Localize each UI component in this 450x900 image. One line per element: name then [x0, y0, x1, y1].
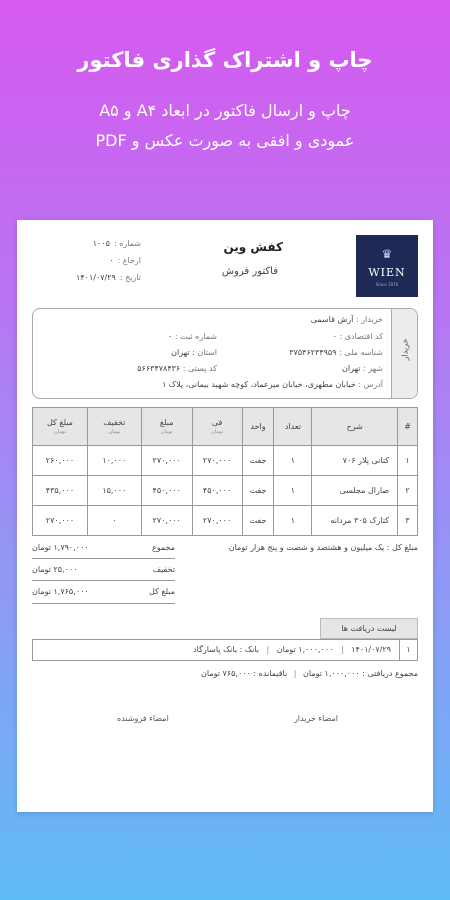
- city-value: تهران: [341, 364, 361, 373]
- address-value: خیابان مطهری، خیابان میرعماد، کوچه شهید بیمانی، پلاک ۱: [162, 380, 356, 389]
- discount-value: ۲۵,۰۰۰ تومان: [32, 565, 78, 574]
- buyer-postal-code: [137, 364, 217, 373]
- crown-icon: ♛: [381, 247, 393, 261]
- row-amount: ۲۷۰,۰۰۰: [141, 446, 192, 476]
- row-discount: ۰: [87, 506, 141, 536]
- separator: |: [266, 645, 270, 654]
- col-unit: واحد: [242, 408, 274, 446]
- separator: |: [293, 669, 297, 678]
- buyer-tab-label: خریدار: [400, 338, 410, 361]
- grand-total-label: مبلغ کل: [148, 587, 175, 596]
- col-qty: تعداد: [274, 408, 312, 446]
- logo-text: WIEN: [368, 266, 406, 279]
- col-total: [33, 408, 88, 446]
- col-price: [192, 408, 242, 446]
- divider: [32, 580, 175, 581]
- col-index: #: [398, 408, 418, 446]
- row-index: ۳: [398, 506, 418, 536]
- econ-value: ۰: [332, 332, 337, 341]
- buyer-province: [171, 348, 217, 357]
- row-total: ۴۳۵,۰۰۰: [33, 476, 88, 506]
- buyer-name-label: خریدار :: [355, 315, 383, 324]
- col-discount-label: تخفیف: [103, 418, 126, 427]
- reg-value: ۰: [168, 332, 173, 341]
- col-amount-currency: تومان: [160, 429, 173, 435]
- row-price: ۲۷۰,۰۰۰: [192, 446, 242, 476]
- buyer-name-value: آرش قاسمی: [310, 315, 354, 324]
- col-discount-currency: تومان: [108, 429, 121, 435]
- hero-subtitle: [0, 96, 450, 156]
- row-discount: ۱۵,۰۰۰: [87, 476, 141, 506]
- buyer-signature: امضاء خریدار: [293, 714, 338, 723]
- buyer-tab: [391, 309, 417, 398]
- row-price: ۲۷۰,۰۰۰: [192, 506, 242, 536]
- ref-value: ۰: [109, 256, 114, 265]
- document-type: فاکتور فروش: [221, 266, 278, 277]
- table-row: [33, 506, 418, 536]
- grand-total-value: ۱,۷۶۵,۰۰۰ تومان: [32, 587, 89, 596]
- row-total: ۲۷۰,۰۰۰: [33, 506, 88, 536]
- sum-label: مجموع: [152, 543, 175, 552]
- national-label: شناسه ملی :: [339, 348, 383, 357]
- row-total: ۲۶۰,۰۰۰: [33, 446, 88, 476]
- province-label: استان :: [192, 348, 217, 357]
- row-unit: جفت: [242, 446, 274, 476]
- col-discount: [87, 408, 141, 446]
- col-price-label: فی: [211, 418, 223, 427]
- shop-logo: [356, 235, 418, 297]
- received-label: مجموع دریافتی :: [362, 669, 418, 678]
- buyer-reg-number: [168, 332, 217, 341]
- table-header-row: [33, 408, 418, 446]
- discount-label: تخفیف: [152, 565, 175, 574]
- row-qty: ۱: [274, 446, 312, 476]
- postal-label: کد پستی :: [182, 364, 217, 373]
- remaining-label: باقیمانده :: [253, 669, 288, 678]
- payment-details: [193, 640, 391, 660]
- divider: [32, 558, 175, 559]
- separator: |: [340, 645, 344, 654]
- econ-label: کد اقتصادی :: [339, 332, 383, 341]
- row-index: ۲: [398, 476, 418, 506]
- row-amount: ۲۷۰,۰۰۰: [141, 506, 192, 536]
- table-row: [33, 446, 418, 476]
- payments-header: لیست دریافت ها: [320, 618, 418, 639]
- seller-signature: امضاء فروشنده: [117, 714, 169, 723]
- reg-label: شماره ثبت :: [174, 332, 217, 341]
- postal-value: ۵۶۶۳۴۷۸۴۳۶: [137, 364, 181, 373]
- payment-index: ۱: [399, 640, 417, 660]
- table-row: [33, 476, 418, 506]
- sum-value: ۱,۷۹۰,۰۰۰ تومان: [32, 543, 89, 552]
- col-desc: شرح: [312, 408, 398, 446]
- row-unit: جفت: [242, 506, 274, 536]
- buyer-info-box: [32, 308, 418, 399]
- remaining-value: ۷۶۵,۰۰۰ تومان: [201, 669, 251, 678]
- national-value: ۳۷۵۴۶۲۳۴۹۵۹: [289, 348, 337, 357]
- row-price: ۴۵۰,۰۰۰: [192, 476, 242, 506]
- shop-name: کفش وین: [223, 240, 283, 254]
- number-label: شماره :: [113, 239, 141, 248]
- items-table: [32, 407, 418, 536]
- date-value: ۱۴۰۱/۰۷/۲۹: [76, 273, 116, 282]
- col-amount: [141, 408, 192, 446]
- row-discount: ۱۰,۰۰۰: [87, 446, 141, 476]
- col-amount-label: مبلغ: [159, 418, 174, 427]
- payment-amount: ۱,۰۰۰,۰۰۰ تومان: [276, 645, 334, 654]
- buyer-city: [342, 364, 383, 373]
- col-total-currency: تومان: [54, 429, 66, 435]
- buyer-national-id: [289, 348, 383, 357]
- address-label: آدرس :: [358, 380, 383, 389]
- row-qty: ۱: [274, 506, 312, 536]
- hero-subtitle-line-1: چاپ و ارسال فاکتور در ابعاد A۴ و A۵: [99, 101, 351, 120]
- buyer-address: [162, 380, 383, 389]
- row-amount: ۴۵۰,۰۰۰: [141, 476, 192, 506]
- city-label: شهر :: [362, 364, 383, 373]
- row-desc: کتارک ۳۰۵ مردانه: [312, 506, 398, 536]
- buyer-name: [311, 315, 383, 324]
- total-in-words: مبلغ کل : یک میلیون و هشتصد و شصت و پنج هزار تومان: [228, 543, 418, 552]
- buyer-econ-code: [333, 332, 383, 341]
- received-value: ۱,۰۰۰,۰۰۰ تومان: [303, 669, 360, 678]
- invoice-meta: [31, 235, 141, 286]
- payment-row: [32, 639, 418, 661]
- divider: [32, 603, 175, 604]
- payment-date: ۱۴۰۱/۰۷/۲۹: [351, 645, 391, 654]
- date-label: تاریخ :: [119, 273, 141, 282]
- ref-label: ارجاع :: [117, 256, 141, 265]
- payment-bank: بانک : بانک پاسارگاد: [193, 645, 259, 654]
- invoice-preview: [17, 220, 433, 812]
- hero-title: چاپ و اشتراک گذاری فاکتور: [77, 48, 373, 72]
- row-desc: کتانی پلار ۷۰۶: [312, 446, 398, 476]
- col-total-label: مبلغ کل: [46, 418, 73, 427]
- province-value: تهران: [171, 348, 190, 357]
- col-price-currency: تومان: [211, 429, 224, 435]
- row-qty: ۱: [274, 476, 312, 506]
- number-value: ۱۰۰۵: [92, 239, 110, 248]
- payments-summary: [201, 669, 418, 678]
- row-index: ۱: [398, 446, 418, 476]
- logo-tagline: Since 1976: [375, 282, 399, 287]
- hero-subtitle-line-2: عمودی و افقی به صورت عکس و PDF: [95, 131, 355, 150]
- row-unit: جفت: [242, 476, 274, 506]
- row-desc: صارال مجلسی: [312, 476, 398, 506]
